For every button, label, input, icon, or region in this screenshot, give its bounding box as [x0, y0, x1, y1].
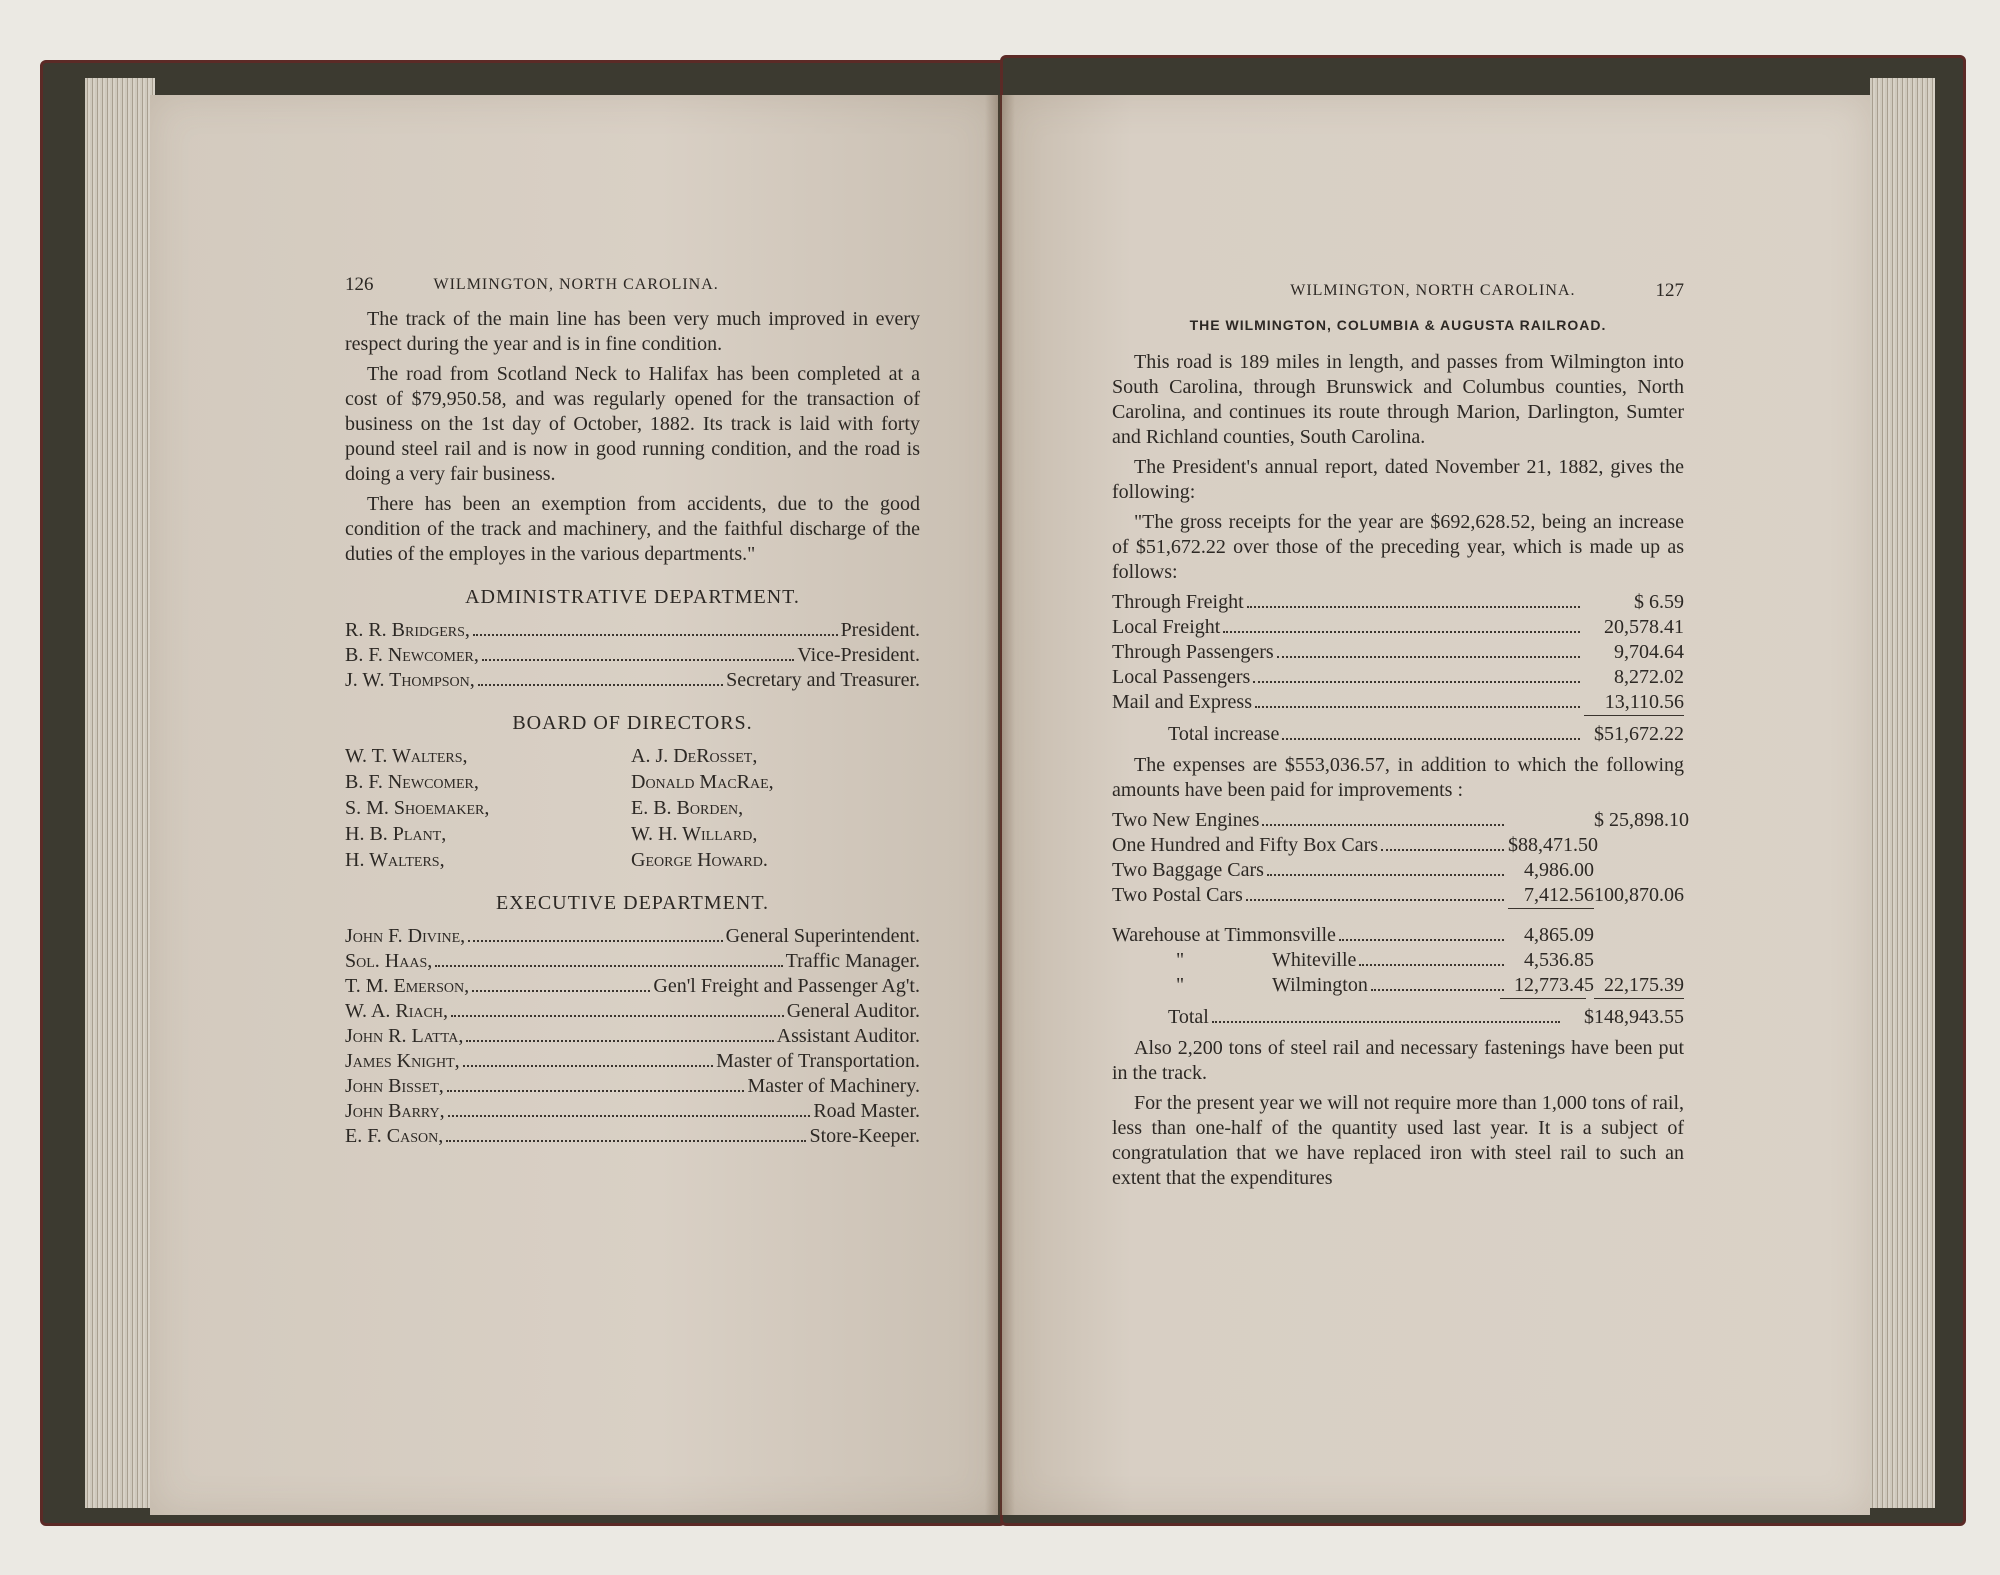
- total-rule-row: [1112, 715, 1684, 722]
- right-page-content: [1112, 278, 1689, 1196]
- leader-dots: [446, 1140, 806, 1142]
- running-head-right: [1112, 278, 1684, 303]
- running-title: WILMINGTON, NORTH CAROLINA.: [433, 276, 719, 293]
- row-label: Local Freight: [1112, 616, 1221, 638]
- increase-row: [1112, 615, 1684, 640]
- officer-row: [345, 1099, 920, 1124]
- row-amount: 9,704.64: [1614, 641, 1684, 663]
- board-member: W. T. Walters,: [345, 745, 468, 767]
- row-subamount: 4,865.09: [1524, 924, 1594, 946]
- board-member: B. F. Newcomer,: [345, 771, 479, 793]
- board-member: A. J. DeRosset,: [631, 745, 758, 767]
- officer-role: General Superintendent.: [725, 925, 920, 947]
- paragraph: The road from Scotland Neck to Halifax has been completed at a cost of $79,950.58, and was regularly opened for the transaction of business on the 1st day of October, 1882. Its track is laid with forty pound steel rail and is now in good running condition, and the road is doing a very fair business.: [345, 363, 920, 485]
- subtotal-rule: [1500, 998, 1586, 1005]
- officer-name: John R. Latta,: [345, 1025, 464, 1047]
- leader-dots: [472, 990, 650, 992]
- row-label: Through Passengers: [1112, 641, 1274, 663]
- officer-role: Vice-President.: [797, 644, 920, 666]
- leader-dots: [1246, 899, 1504, 901]
- officer-row: [345, 999, 920, 1024]
- officer-row: [345, 618, 920, 643]
- ditto-mark: ": [1176, 974, 1185, 996]
- page-number: 126: [345, 274, 374, 295]
- row-subamount: 4,536.85: [1524, 949, 1594, 971]
- officer-row: [345, 668, 920, 693]
- leader-dots: [466, 1040, 773, 1042]
- warehouse-row: [1112, 973, 1684, 998]
- paragraph: For the present year we will not require more than 1,000 tons of rail, less than one-half of the quantity used last year. It is a subject of congratulation that we have replaced iron with steel rail to such an extent that the expenditures: [1112, 1092, 1684, 1189]
- officer-name: John Bisset,: [345, 1075, 444, 1097]
- row-subamount: 4,986.00: [1524, 859, 1594, 881]
- officer-row: [345, 1074, 920, 1099]
- leader-dots: [463, 1065, 713, 1067]
- officer-name: E. F. Cason,: [345, 1125, 444, 1147]
- leader-dots: [1359, 964, 1504, 966]
- leader-dots: [1262, 824, 1504, 826]
- row-amount: 100,870.06: [1594, 884, 1684, 906]
- officer-row: [345, 924, 920, 949]
- exec-officer-list: [345, 924, 920, 1149]
- row-label: Local Passengers: [1112, 666, 1251, 688]
- leader-dots: [1381, 849, 1504, 851]
- paragraph: The track of the main line has been very much improved in every respect during the year and is in fine condition.: [345, 308, 920, 355]
- leader-dots: [1371, 989, 1504, 991]
- row-label: Total increase: [1168, 723, 1280, 745]
- increase-row: [1112, 640, 1684, 665]
- paragraph: The expenses are $553,036.57, in addition to which the following amounts have been paid for improvements :: [1112, 754, 1684, 801]
- increase-row: [1112, 590, 1684, 615]
- leader-dots: [447, 1090, 745, 1092]
- officer-row: [345, 643, 920, 668]
- board-member: George Howard.: [631, 849, 768, 871]
- row-label: Whiteville: [1272, 949, 1357, 971]
- board-member-grid: [345, 744, 920, 873]
- admin-officer-list: [345, 618, 920, 693]
- railroad-title: THE WILMINGTON, COLUMBIA & AUGUSTA RAILROAD.: [1189, 317, 1607, 333]
- board-member: E. B. Borden,: [631, 797, 744, 819]
- row-amount: 20,578.41: [1604, 616, 1684, 638]
- leader-dots: [473, 634, 838, 636]
- paragraph: There has been an exemption from accidents, due to the good condition of the track and machinery, and the faithful discharge of the duties of the employes in the various departments.": [345, 493, 920, 565]
- leader-dots: [451, 1015, 784, 1017]
- board-member: S. M. Shoemaker,: [345, 797, 490, 819]
- officer-name: John Barry,: [345, 1100, 445, 1122]
- officer-name: James Knight,: [345, 1050, 460, 1072]
- increase-row: [1112, 665, 1684, 690]
- row-label: Mail and Express: [1112, 691, 1252, 713]
- officer-role: Road Master.: [813, 1100, 920, 1122]
- officer-row: [345, 949, 920, 974]
- leader-dots: [1253, 681, 1580, 683]
- leader-dots: [1255, 706, 1580, 708]
- admin-department-title: ADMINISTRATIVE DEPARTMENT.: [465, 586, 800, 608]
- page-number: 127: [1655, 280, 1684, 301]
- row-amount: 13,110.56: [1604, 691, 1684, 713]
- row-label: Two New Engines: [1112, 809, 1260, 831]
- book-gutter: [985, 95, 1015, 1515]
- officer-name: J. W. Thompson,: [345, 669, 475, 691]
- row-amount: 8,272.02: [1614, 666, 1684, 688]
- row-label: Two Postal Cars: [1112, 884, 1243, 906]
- row-subamount: 12,773.45: [1514, 974, 1594, 996]
- paragraph: "The gross receipts for the year are $692,628.52, being an increase of $51,672.22 over those of the preceding year, which is made up as follows:: [1112, 511, 1684, 583]
- officer-row: [345, 1049, 920, 1074]
- leader-dots: [1212, 1021, 1560, 1023]
- grand-total-row: [1112, 1005, 1684, 1030]
- paragraph: Also 2,200 tons of steel rail and necessary fastenings have been put in the track.: [1112, 1037, 1684, 1084]
- row-label: Wilmington: [1272, 974, 1368, 996]
- leader-dots: [448, 1115, 811, 1117]
- row-label: Warehouse at Timmonsville: [1112, 924, 1336, 946]
- ditto-mark: ": [1176, 949, 1185, 971]
- increase-table: [1112, 590, 1684, 747]
- row-label: Total: [1168, 1006, 1209, 1028]
- row-label: Through Freight: [1112, 591, 1244, 613]
- row-amount: 22,175.39: [1604, 974, 1684, 996]
- officer-row: [345, 1024, 920, 1049]
- improvement-row: [1112, 883, 1684, 908]
- leader-dots: [1223, 631, 1580, 633]
- officer-role: Secretary and Treasurer.: [726, 669, 920, 691]
- improvement-row: [1112, 808, 1689, 833]
- officer-role: Gen'l Freight and Passenger Ag't.: [653, 975, 920, 997]
- subtotal-rule: [1508, 908, 1594, 913]
- total-rule: [1584, 715, 1684, 722]
- row-label: One Hundred and Fifty Box Cars: [1112, 834, 1379, 856]
- leader-dots: [1282, 738, 1580, 740]
- officer-role: General Auditor.: [786, 1000, 920, 1022]
- officer-name: Sol. Haas,: [345, 950, 433, 972]
- leader-dots: [1277, 656, 1580, 658]
- officer-role: Traffic Manager.: [785, 950, 920, 972]
- board-of-directors-title: BOARD OF DIRECTORS.: [512, 712, 753, 734]
- improvements-table: [1112, 808, 1689, 1030]
- officer-name: T. M. Emerson,: [345, 975, 470, 997]
- improvement-row: [1112, 858, 1684, 883]
- row-label: Two Baggage Cars: [1112, 859, 1264, 881]
- row-subamount: $88,471.50: [1508, 834, 1598, 856]
- officer-role: President.: [840, 619, 920, 641]
- leader-dots: [468, 940, 722, 942]
- leader-dots: [1247, 606, 1580, 608]
- officer-role: Master of Transportation.: [716, 1050, 920, 1072]
- officer-row: [345, 974, 920, 999]
- leader-dots: [1339, 939, 1504, 941]
- board-member: H. Walters,: [345, 849, 445, 871]
- running-title: WILMINGTON, NORTH CAROLINA.: [1290, 282, 1576, 299]
- leader-dots: [478, 684, 723, 686]
- board-member: W. H. Willard,: [631, 823, 758, 845]
- warehouse-row: [1112, 923, 1684, 948]
- running-head-left: [345, 272, 920, 297]
- improvement-row: [1112, 833, 1684, 858]
- officer-role: Master of Machinery.: [747, 1075, 920, 1097]
- executive-department-title: EXECUTIVE DEPARTMENT.: [495, 892, 770, 914]
- leader-dots: [435, 965, 782, 967]
- leader-dots: [1267, 874, 1504, 876]
- row-amount: $ 6.59: [1634, 591, 1684, 613]
- paragraph: The President's annual report, dated November 21, 1882, gives the following:: [1112, 456, 1684, 503]
- board-member: H. B. Plant,: [345, 823, 447, 845]
- row-amount: $51,672.22: [1594, 723, 1684, 745]
- page-edges-right: [1870, 78, 1935, 1508]
- officer-row: [345, 1124, 920, 1149]
- officer-name: John F. Divine,: [345, 925, 466, 947]
- row-amount: $ 25,898.10: [1594, 809, 1689, 831]
- board-member: Donald MacRae,: [631, 771, 774, 793]
- paragraph: This road is 189 miles in length, and passes from Wilmington into South Carolina, through Brunswick and Columbus counties, North Carolina, and continues its route through Marion, Darlington, Sumter and Richland counties, South Carolina.: [1112, 351, 1684, 448]
- increase-row: [1112, 690, 1684, 715]
- total-increase-row: [1112, 722, 1684, 747]
- officer-name: B. F. Newcomer,: [345, 644, 479, 666]
- officer-role: Store-Keeper.: [809, 1125, 920, 1147]
- subtotal-rule-row: [1112, 908, 1684, 913]
- grand-total-rule-row: [1112, 998, 1684, 1005]
- page-edges-left: [85, 78, 155, 1508]
- warehouse-row: [1112, 948, 1684, 973]
- officer-role: Assistant Auditor.: [776, 1025, 920, 1047]
- row-subamount: 7,412.56: [1524, 884, 1594, 906]
- officer-name: W. A. Riach,: [345, 1000, 448, 1022]
- total-rule: [1594, 998, 1684, 1005]
- leader-dots: [482, 659, 794, 661]
- officer-name: R. R. Bridgers,: [345, 619, 470, 641]
- left-page-content: [345, 272, 920, 1149]
- row-amount: $148,943.55: [1584, 1006, 1684, 1028]
